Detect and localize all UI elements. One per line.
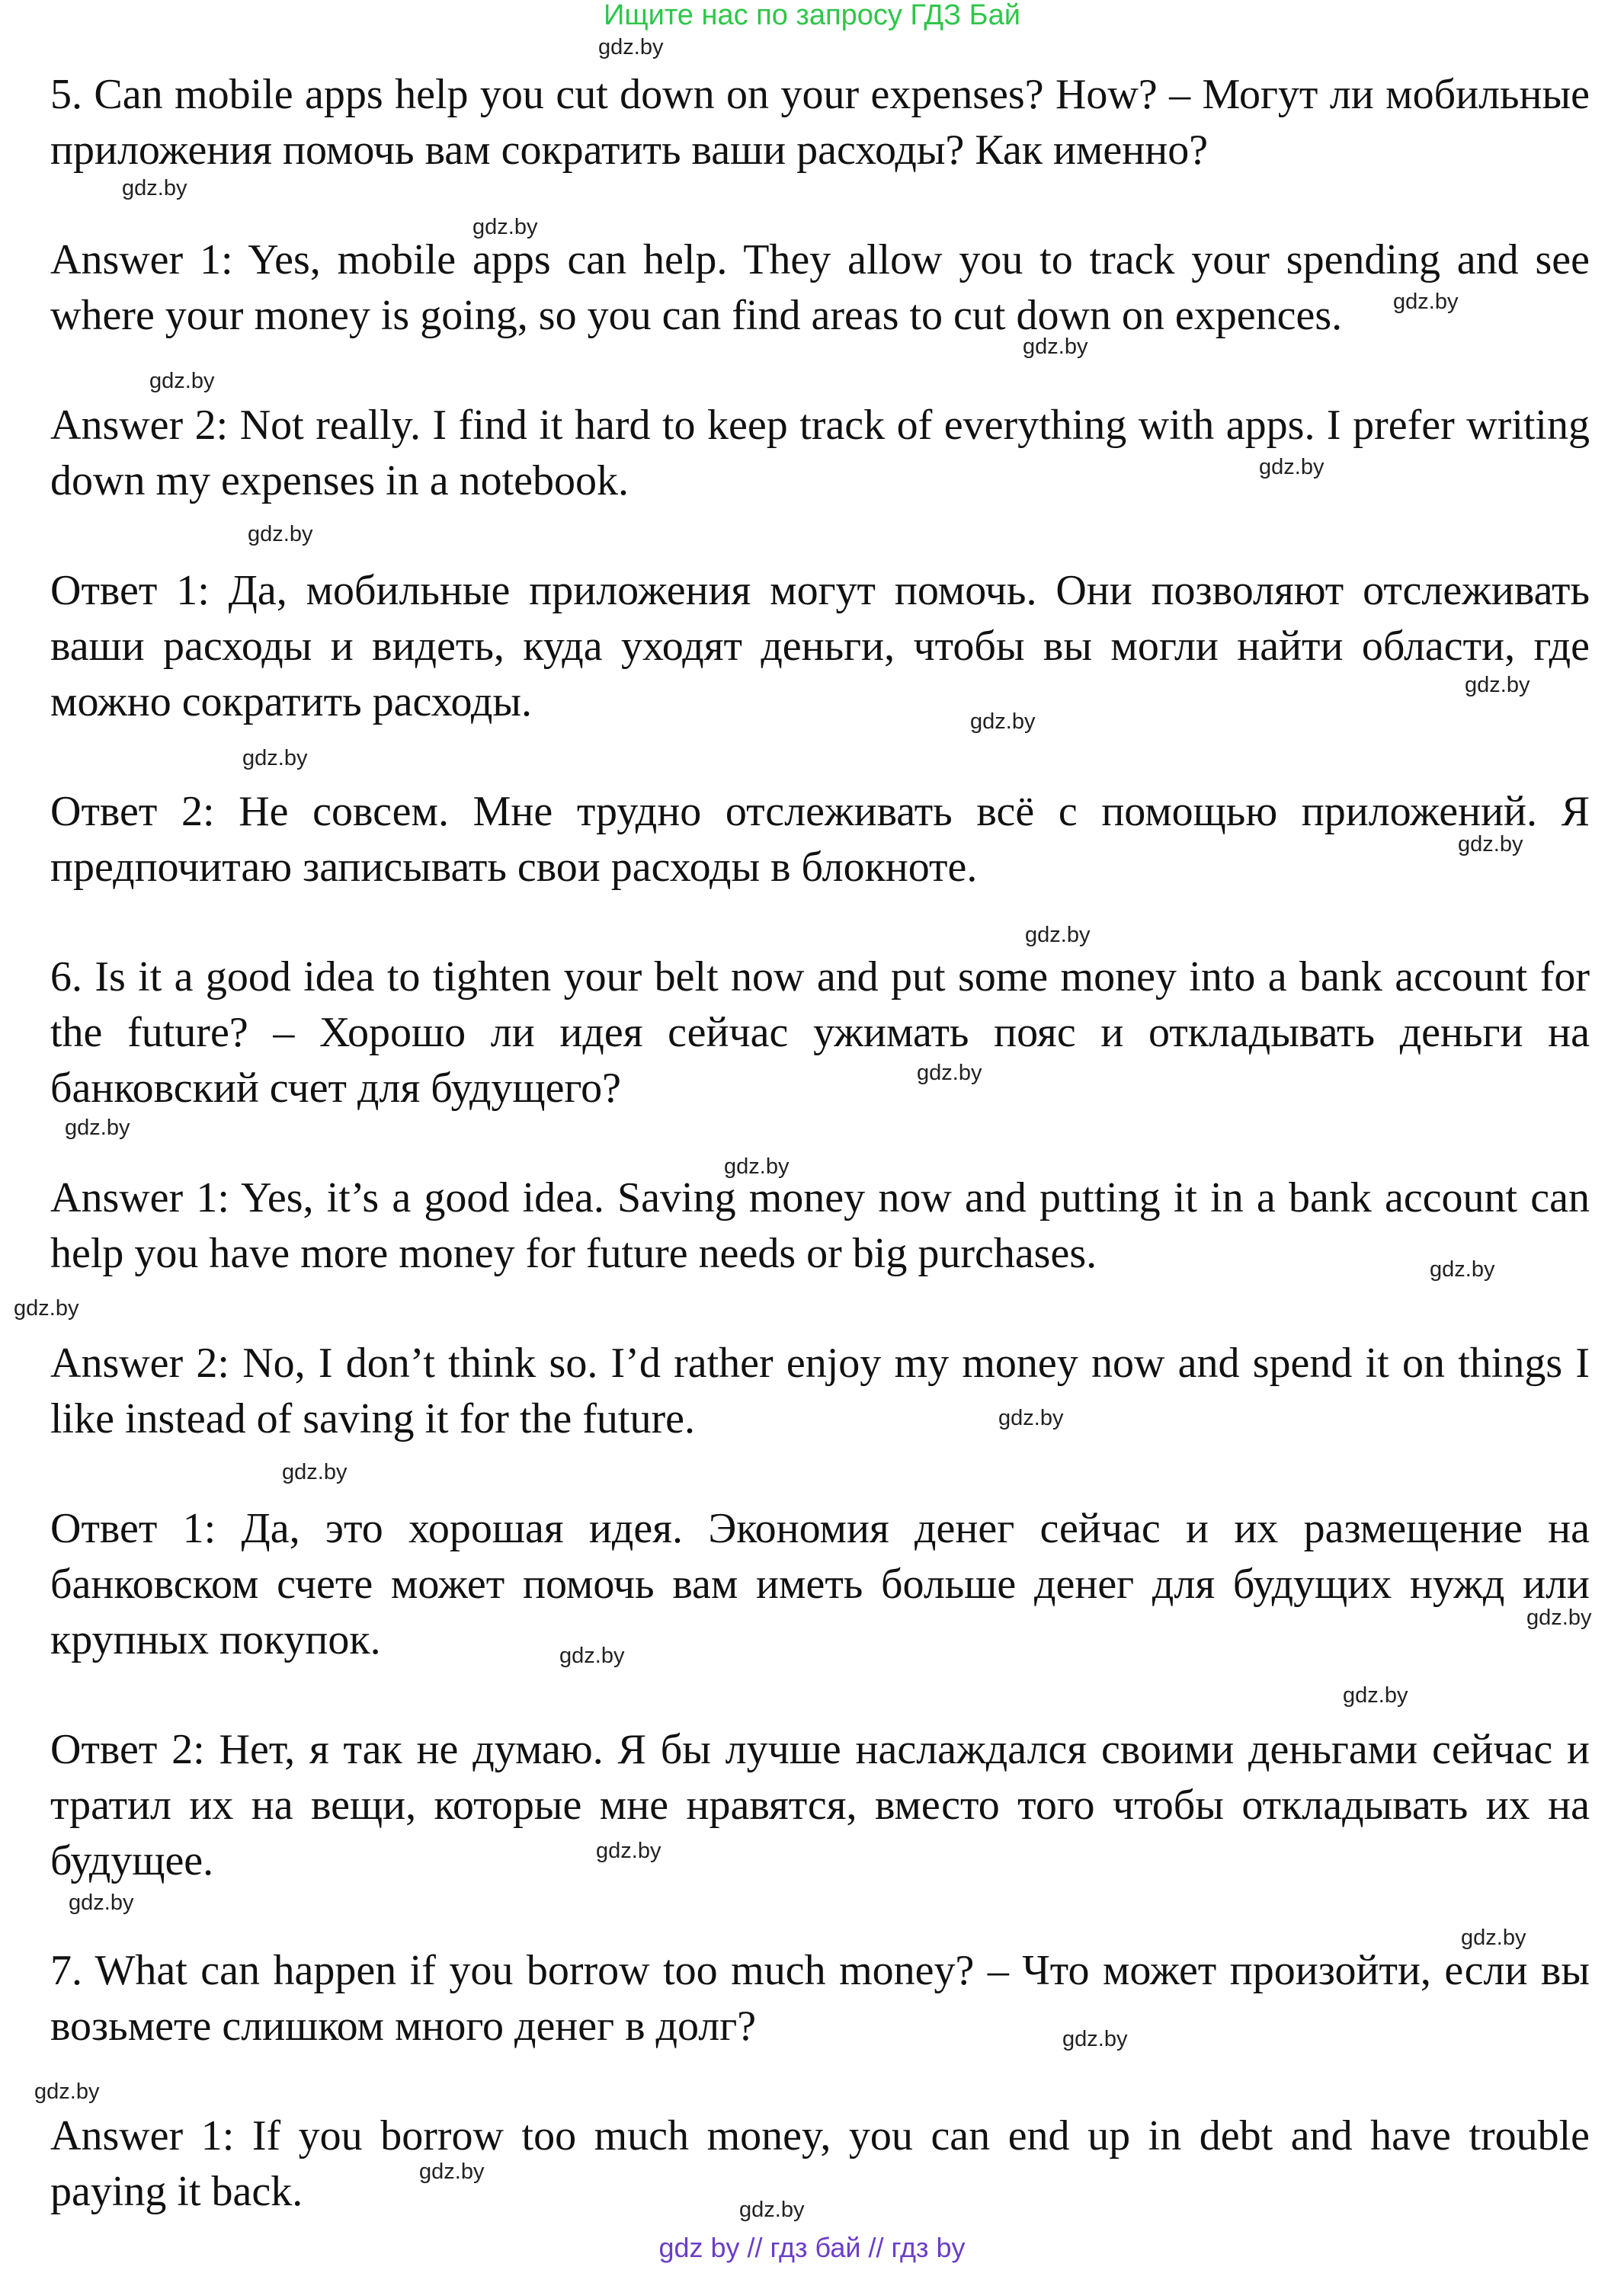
watermark: gdz.by xyxy=(598,35,664,59)
q6-answer-2-en: Answer 2: No, I don’t think so. I’d rather enjoy my money now and spend it on things I like instead of saving it for the future. xyxy=(50,1340,1590,1442)
q7-answer-1-en: Answer 1: If you borrow too much money, you can end up in debt and have trouble paying it back. xyxy=(50,2112,1590,2215)
watermark: gdz.by xyxy=(970,709,1036,734)
watermark: gdz.by xyxy=(724,1154,790,1179)
q6-answer-1-en: Answer 1: Yes, it’s a good idea. Saving money now and putting it in a bank account can help you have more money for future needs or big purchases. xyxy=(50,1174,1590,1277)
question-7: 7. What can happen if you borrow too much money? – Что может произойти, если вы возьмете слишком много денег в долг? xyxy=(50,1947,1590,2050)
question-5: 5. Can mobile apps help you cut down on your expenses? How? – Могут ли мобильные приложения помочь вам сократить ваши расходы? Как именно? xyxy=(50,71,1590,174)
question-6: 6. Is it a good idea to tighten your belt now and put some money into a bank account for the future? – Хорошо ли идея сейчас ужимать пояс и откладывать деньги на банковский счет для будущего? xyxy=(50,953,1590,1112)
q5-answer-1-en: Answer 1: Yes, mobile apps can help. They allow you to track your spending and see where your money is going, so you can find areas to cut down on expences. xyxy=(50,236,1590,339)
watermark: gdz.by xyxy=(1259,455,1325,479)
watermark: gdz.by xyxy=(149,369,215,393)
q5-answer-2-en: Answer 2: Not really. I find it hard to keep track of everything with apps. I prefer writing down my expenses in a notebook. xyxy=(50,402,1590,504)
watermark: gdz.by xyxy=(65,1116,130,1140)
watermark: gdz.by xyxy=(419,2160,485,2184)
watermark: gdz.by xyxy=(917,1061,982,1085)
watermark: gdz.by xyxy=(472,215,538,239)
watermark: gdz.by xyxy=(122,176,187,200)
watermark: gdz.by xyxy=(1023,335,1088,359)
watermark: gdz.by xyxy=(34,2079,100,2104)
watermark: gdz.by xyxy=(596,1839,661,1863)
watermark: gdz.by xyxy=(1526,1606,1592,1630)
watermark: gdz.by xyxy=(1343,1683,1408,1708)
q5-answer-2-ru: Ответ 2: Не совсем. Мне трудно отслеживать всё с помощью приложений. Я предпочитаю записывать свои расходы в блокноте. xyxy=(50,788,1590,891)
watermark: gdz.by xyxy=(1465,673,1530,697)
footer-links[interactable]: gdz by // гдз бай // гдз by xyxy=(658,2232,966,2263)
top-banner[interactable]: Ищите нас по запросу ГДЗ Бай xyxy=(604,0,1020,31)
watermark: gdz.by xyxy=(248,522,313,546)
q5-answer-1-ru: Ответ 1: Да, мобильные приложения могут помочь. Они позволяют отслеживать ваши расходы и видеть, куда уходят деньги, чтобы вы могли найти области, где можно сократить расходы. xyxy=(50,567,1590,725)
q6-answer-2-ru: Ответ 2: Нет, я так не думаю. Я бы лучше наслаждался своими деньгами сейчас и тратил их на вещи, которые мне нравятся, вместо того чтобы откладывать их на будущее. xyxy=(50,1726,1590,1884)
watermark: gdz.by xyxy=(559,1644,625,1668)
watermark: gdz.by xyxy=(1461,1926,1526,1950)
watermark: gdz.by xyxy=(1062,2027,1128,2051)
watermark: gdz.by xyxy=(1393,290,1459,314)
q6-answer-1-ru: Ответ 1: Да, это хорошая идея. Экономия денег сейчас и их размещение на банковском счете может помочь вам иметь больше денег для будущих нужд или крупных покупок. xyxy=(50,1505,1590,1663)
watermark: gdz.by xyxy=(739,2198,805,2222)
watermark: gdz.by xyxy=(282,1460,348,1484)
watermark: gdz.by xyxy=(998,1406,1064,1430)
watermark: gdz.by xyxy=(69,1891,134,1915)
watermark: gdz.by xyxy=(14,1296,79,1321)
watermark: gdz.by xyxy=(1430,1257,1495,1282)
watermark: gdz.by xyxy=(1458,832,1523,856)
watermark: gdz.by xyxy=(1025,923,1091,947)
watermark: gdz.by xyxy=(242,746,308,770)
